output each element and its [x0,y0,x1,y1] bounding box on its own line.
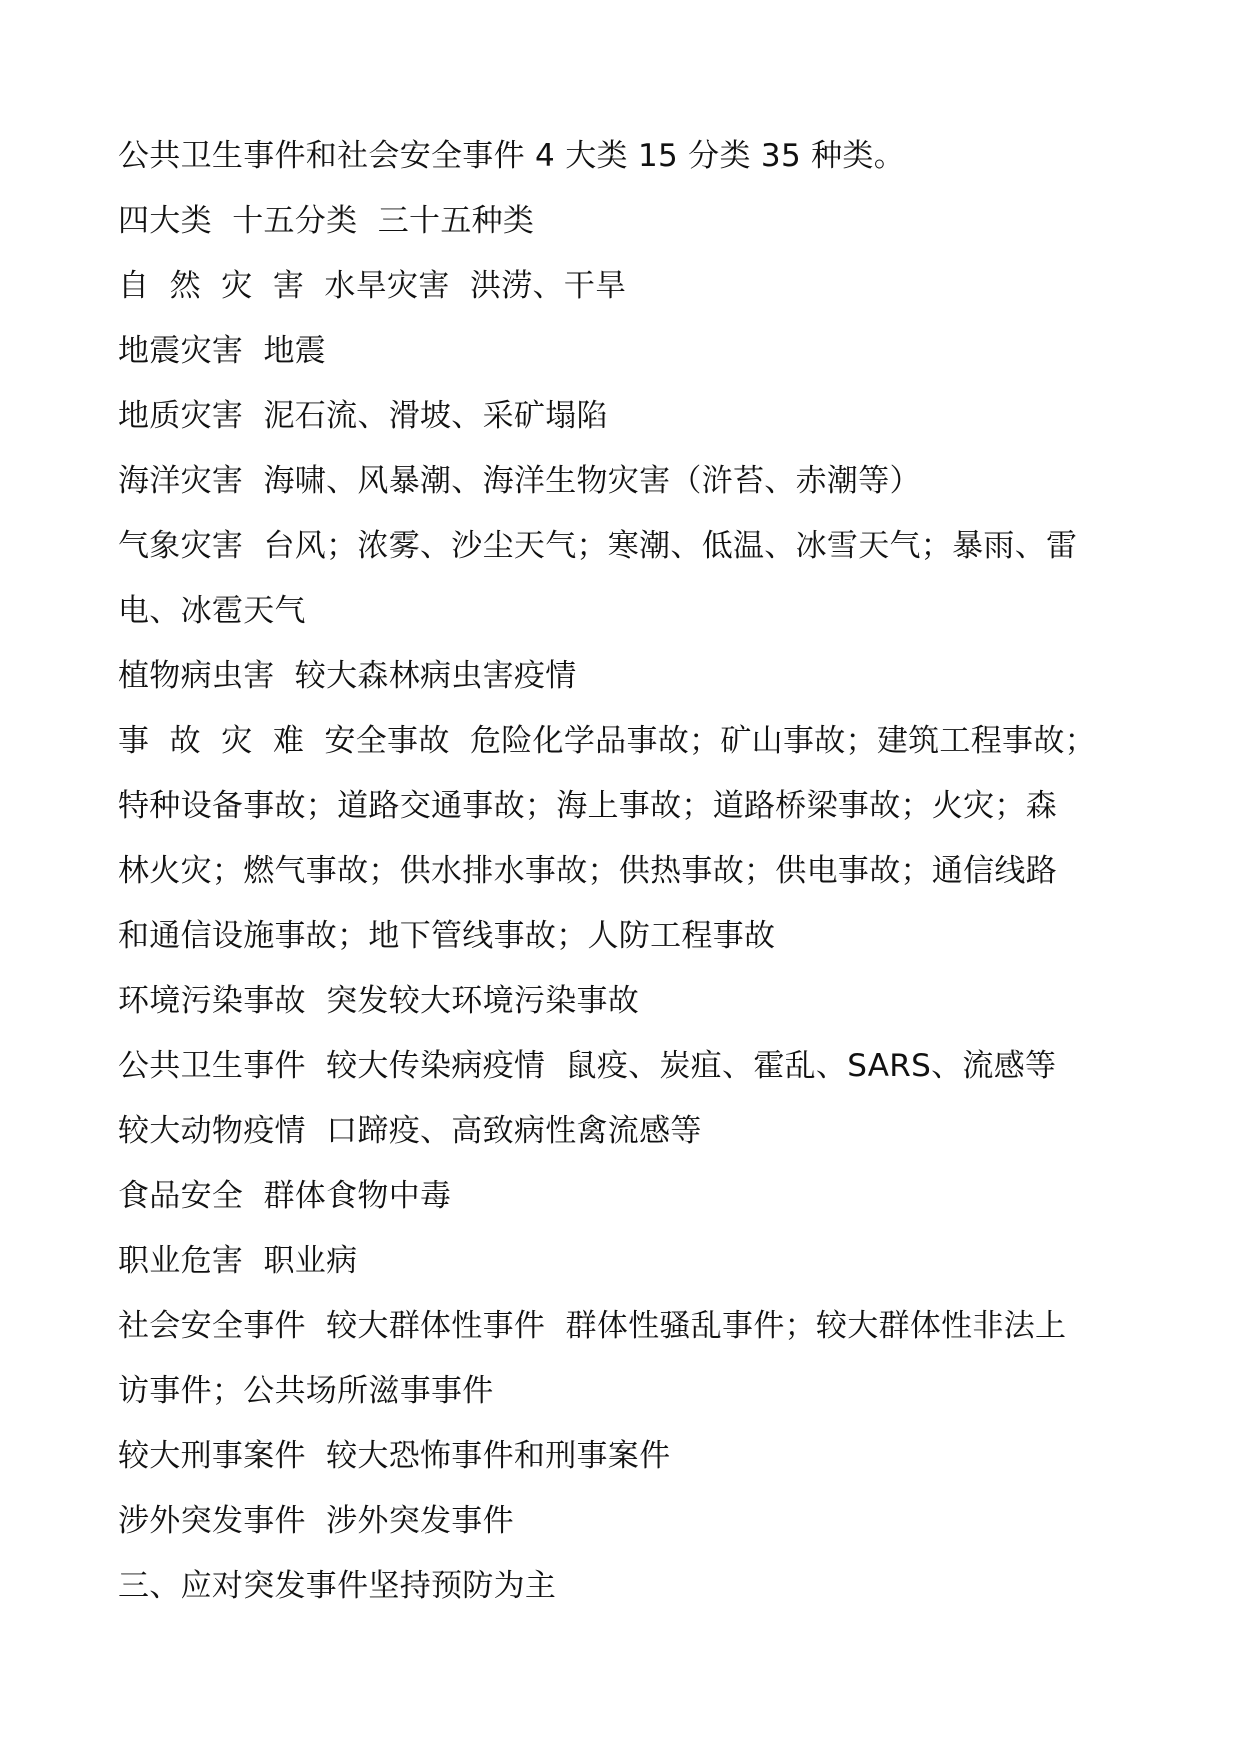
document-page [118,124,1138,1619]
text-line: 事 故 灾 难 安全事故 危险化学品事故；矿山事故；建筑工程事故； [118,723,1096,759]
text-line: 林火灾；燃气事故；供水排水事故；供热事故；供电事故；通信线路 [118,853,1057,889]
text-line: 涉外突发事件 涉外突发事件 [118,1503,514,1539]
text-line: 环境污染事故 突发较大环境污染事故 [118,983,640,1019]
text-line: 和通信设施事故；地下管线事故；人防工程事故 [118,918,776,954]
text-line: 公共卫生事件 较大传染病疫情 鼠疫、炭疽、霍乱、SARS、流感等 [118,1048,1057,1084]
text-line: 食品安全 群体食物中毒 [118,1178,452,1214]
text-line: 地质灾害 泥石流、滑坡、采矿塌陷 [118,398,608,434]
text-line: 职业危害 职业病 [118,1243,358,1279]
text-line: 较大动物疫情 口蹄疫、高致病性禽流感等 [118,1113,702,1149]
text-line: 海洋灾害 海啸、风暴潮、海洋生物灾害（浒苔、赤潮等） [118,463,921,499]
text-line: 自 然 灾 害 水旱灾害 洪涝、干旱 [118,268,627,304]
text-line: 四大类 十五分类 三十五种类 [118,203,535,239]
text-line: 特种设备事故；道路交通事故；海上事故；道路桥梁事故；火灾；森 [118,788,1057,824]
text-line: 访事件；公共场所滋事事件 [118,1373,494,1409]
text-line: 社会安全事件 较大群体性事件 群体性骚乱事件；较大群体性非法上 [118,1308,1067,1344]
text-line: 三、应对突发事件坚持预防为主 [118,1568,557,1604]
text-line: 植物病虫害 较大森林病虫害疫情 [118,658,577,694]
text-line: 较大刑事案件 较大恐怖事件和刑事案件 [118,1438,671,1474]
text-line: 公共卫生事件和社会安全事件 4 大类 15 分类 35 种类。 [118,138,906,174]
text-line: 气象灾害 台风；浓雾、沙尘天气；寒潮、低温、冰雪天气；暴雨、雷 [118,528,1078,564]
text-line: 地震灾害 地震 [118,333,327,369]
text-line: 电、冰雹天气 [118,593,306,629]
